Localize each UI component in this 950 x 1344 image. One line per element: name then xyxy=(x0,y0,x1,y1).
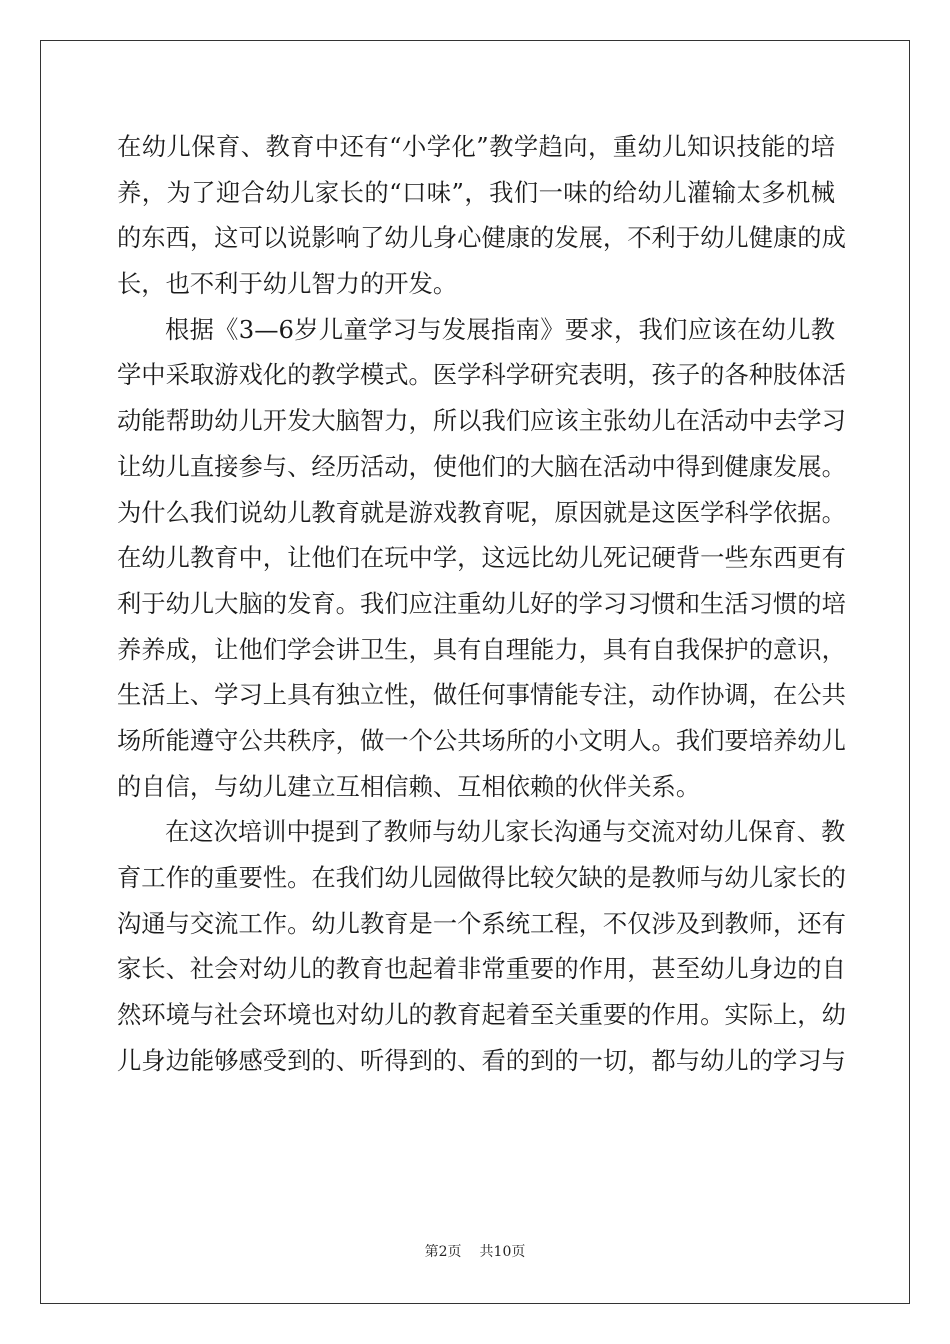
text-line: 为什么我们说幼儿教育就是游戏教育呢，原因就是这医学科学依据。 xyxy=(117,497,846,527)
text-line: 的东西，这可以说影响了幼儿身心健康的发展，不利于幼儿健康的成 xyxy=(117,223,846,253)
text-line: 利于幼儿大脑的发育。我们应注重幼儿好的学习习惯和生活习惯的培 xyxy=(117,588,846,618)
paragraph-first-line: 根据《3—6岁儿童学习与发展指南》要求，我们应该在幼儿教 xyxy=(165,314,835,344)
text-line: 长，也不利于幼儿智力的开发。 xyxy=(117,269,458,299)
text-line: 然环境与社会环境也对幼儿的教育起着至关重要的作用。实际上，幼 xyxy=(117,1000,846,1030)
document-body xyxy=(117,124,846,1083)
page-footer xyxy=(0,1242,950,1262)
text-line: 在幼儿教育中，让他们在玩中学，这远比幼儿死记硬背一些东西更有 xyxy=(117,543,846,573)
text-line: 场所能遵守公共秩序，做一个公共场所的小文明人。我们要培养幼儿 xyxy=(117,725,846,755)
text-line: 养养成，让他们学会讲卫生，具有自理能力，具有自我保护的意识， xyxy=(117,634,846,664)
text-line: 生活上、学习上具有独立性，做任何事情能专注，动作协调，在公共 xyxy=(117,680,846,710)
text-line: 学中采取游戏化的教学模式。医学科学研究表明，孩子的各种肢体活 xyxy=(117,360,846,390)
page-total: 共10页 xyxy=(479,1244,526,1260)
text-line: 动能帮助幼儿开发大脑智力，所以我们应该主张幼儿在活动中去学习 xyxy=(117,406,846,436)
text-line: 在幼儿保育、教育中还有“小学化”教学趋向，重幼儿知识技能的培 xyxy=(117,132,835,161)
text-line: 让幼儿直接参与、经历活动，使他们的大脑在活动中得到健康发展。 xyxy=(117,451,846,481)
text-line: 沟通与交流工作。幼儿教育是一个系统工程，不仅涉及到教师，还有 xyxy=(117,908,846,938)
text-line: 儿身边能够感受到的、听得到的、看的到的一切，都与幼儿的学习与 xyxy=(117,1045,846,1075)
text-line: 养，为了迎合幼儿家长的“口味”，我们一味的给幼儿灌输太多机械 xyxy=(117,177,835,207)
paragraph-first-line: 在这次培训中提到了教师与幼儿家长沟通与交流对幼儿保育、教 xyxy=(165,817,846,847)
text-line: 育工作的重要性。在我们幼儿园做得比较欠缺的是教师与幼儿家长的 xyxy=(117,863,846,892)
text-line: 家长、社会对幼儿的教育也起着非常重要的作用，甚至幼儿身边的自 xyxy=(117,954,846,984)
page-number: 第2页 xyxy=(424,1244,462,1260)
text-line: 的自信，与幼儿建立互相信赖、互相依赖的伙伴关系。 xyxy=(117,771,701,801)
